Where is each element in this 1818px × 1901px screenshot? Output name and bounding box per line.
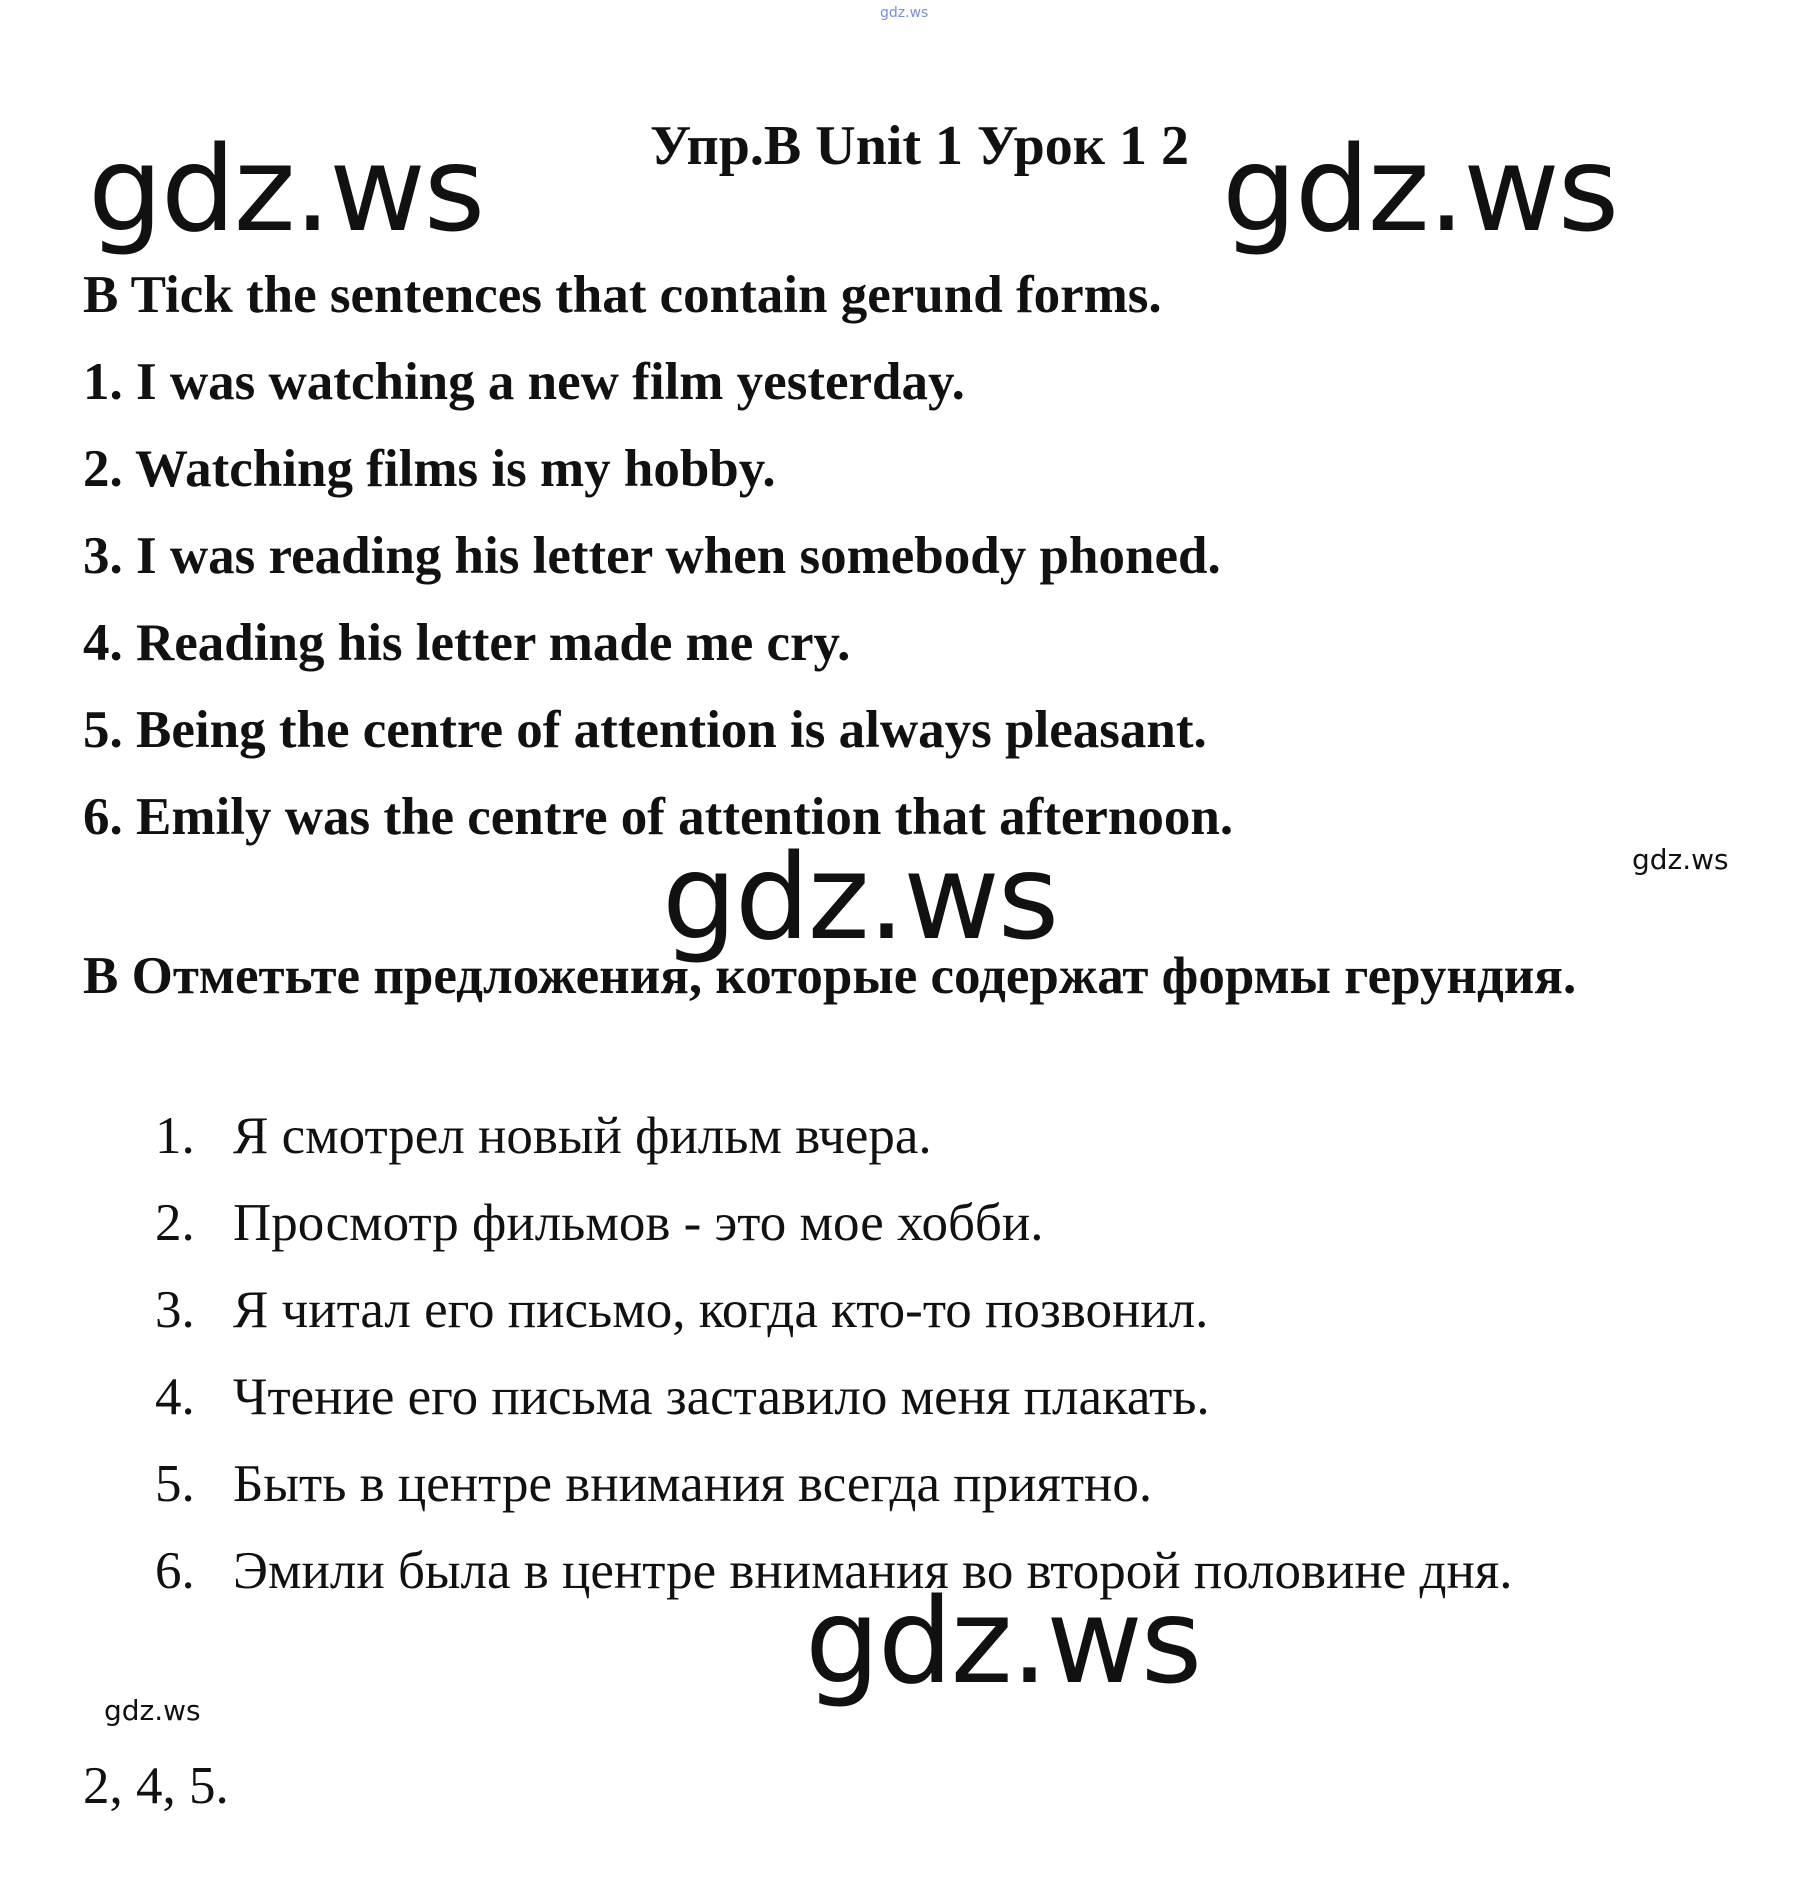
english-sentence: 3. I was reading his letter when somebody phoned. <box>83 527 1221 585</box>
item-number: 3. <box>155 1281 195 1339</box>
exercise-title: Упр.B Unit 1 Урок 1 2 <box>650 115 1189 177</box>
watermark-small-right: gdz.ws <box>1632 843 1729 876</box>
item-number: 5. <box>155 1455 195 1513</box>
russian-item <box>155 1180 1512 1267</box>
watermark-bottom: gdz.ws <box>805 1572 1201 1710</box>
russian-item <box>155 1441 1512 1528</box>
english-sentence: 6. Emily was the centre of attention that afternoon. <box>83 788 1234 846</box>
english-sentence: 2. Watching films is my hobby. <box>83 440 776 498</box>
english-sentence: 4. Reading his letter made me cry. <box>83 614 851 672</box>
item-text: Чтение его письма заставило меня плакать. <box>233 1368 1210 1426</box>
item-text: Я смотрел новый фильм вчера. <box>233 1107 932 1165</box>
russian-item <box>155 1093 1512 1180</box>
watermark-small-left: gdz.ws <box>104 1694 201 1727</box>
english-sentence: 5. Being the centre of attention is always pleasant. <box>83 701 1207 759</box>
item-number: 4. <box>155 1368 195 1426</box>
english-sentence: 1. I was watching a new film yesterday. <box>83 353 965 411</box>
item-text: Просмотр фильмов - это мое хобби. <box>233 1194 1044 1252</box>
item-text: Я читал его письмо, когда кто-то позвонил. <box>233 1281 1209 1339</box>
answer: 2, 4, 5. <box>83 1757 229 1815</box>
item-text: Эмили была в центре внимания во второй половине дня. <box>233 1542 1513 1600</box>
item-number: 1. <box>155 1107 195 1165</box>
russian-item <box>155 1354 1512 1441</box>
russian-list <box>155 1093 1512 1615</box>
english-section <box>83 252 1233 861</box>
english-instruction: B Tick the sentences that contain gerund forms. <box>83 266 1162 324</box>
russian-instruction: B Отметьте предложения, которые содержат формы герундия. <box>83 947 1577 1005</box>
watermark-top-left: gdz.ws <box>88 120 484 258</box>
item-number: 6. <box>155 1542 195 1600</box>
watermark-middle: gdz.ws <box>662 828 1058 966</box>
russian-item <box>155 1267 1512 1354</box>
watermark-top-tiny: gdz.ws <box>880 5 929 21</box>
russian-item <box>155 1528 1512 1615</box>
item-text: Быть в центре внимания всегда приятно. <box>233 1455 1153 1513</box>
item-number: 2. <box>155 1194 195 1252</box>
watermark-top-right: gdz.ws <box>1222 120 1618 258</box>
